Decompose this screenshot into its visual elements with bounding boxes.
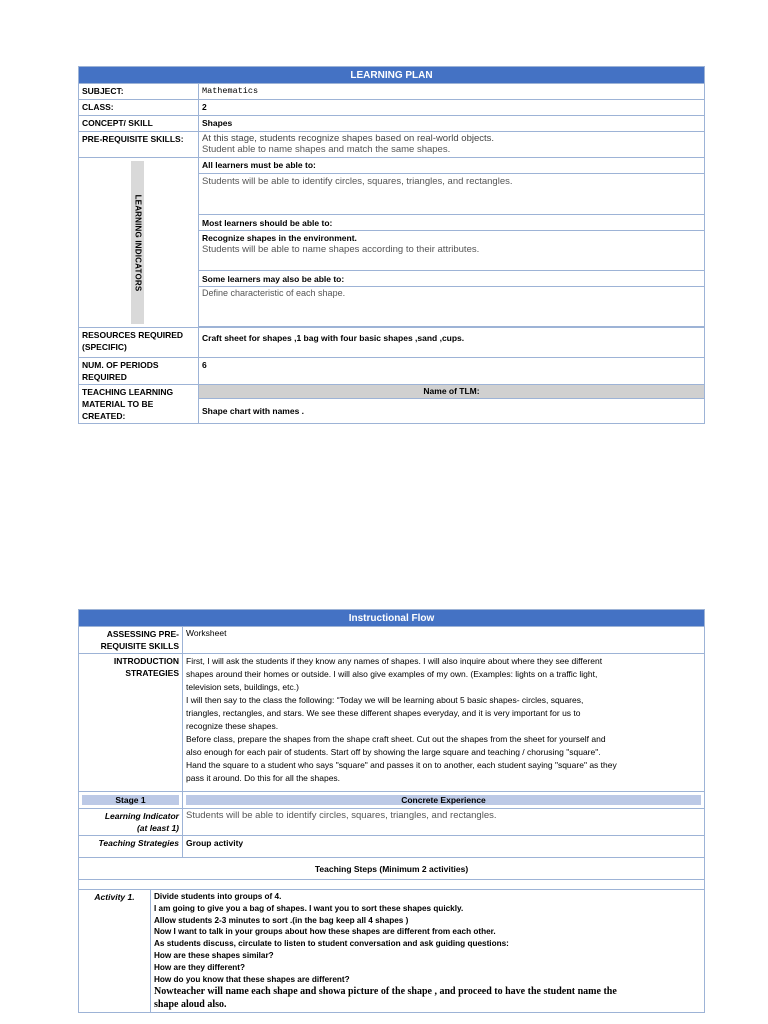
stage-label-cell <box>79 792 183 809</box>
intro-line: Before class, prepare the shapes from the shape craft sheet. Cut out the shapes from the sheet for yourself and <box>186 734 606 744</box>
intro-line: television sets, buildings, etc.) <box>186 682 299 692</box>
activity-line: How do you know that these shapes are different? <box>154 974 350 984</box>
class-value: 2 <box>199 100 705 116</box>
tlm-label <box>79 385 199 424</box>
intro-label-1: INTRODUCTION <box>113 656 179 666</box>
activity-line: As students discuss, circulate to listen to student conversation and ask guiding questions: <box>154 939 509 949</box>
tlm-value: Shape chart with names . <box>199 398 705 423</box>
learning-plan-table <box>78 66 705 424</box>
intro-line: also enough for each pair of students. Start off by showing the large square and teaching / chorusing "square". <box>186 747 601 757</box>
learning-indicator-value: Students will be able to identify circles, squares, triangles, and rectangles. <box>183 809 705 836</box>
assess-label <box>79 627 183 654</box>
intro-line: triangles, rectangles, and stars. We see these different shapes everyday, and it is very important for us to <box>186 708 581 718</box>
concept-value: Shapes <box>199 116 705 132</box>
most-learners-text: Students will be able to name shapes according to their attributes. <box>202 244 480 255</box>
all-learners-label: All learners must be able to: <box>199 158 705 174</box>
activity-label: Activity 1. <box>79 890 151 1013</box>
prereq-label: PRE-REQUISITE SKILLS: <box>79 132 199 158</box>
instructional-flow-header: Instructional Flow <box>79 610 705 627</box>
intro-line: recognize these shapes. <box>186 721 279 731</box>
learning-indicator-label-1: Learning Indicator <box>104 811 179 821</box>
intro-line: Hand the square to a student who says "square" and passes it on to another, each student saying "square" as they <box>186 760 617 770</box>
assess-value: Worksheet <box>183 627 705 654</box>
periods-label-2: REQUIRED <box>82 372 127 382</box>
resources-value: Craft sheet for shapes ,1 bag with four basic shapes ,sand ,cups. <box>199 328 705 358</box>
activity-line: Allow students 2-3 minutes to sort .(in the bag keep all 4 shapes ) <box>154 915 409 925</box>
resources-label <box>79 328 199 358</box>
assess-label-1: ASSESSING PRE- <box>106 629 179 639</box>
some-learners-label: Some learners may also be able to: <box>199 271 705 287</box>
intro-label-2: STRATEGIES <box>125 668 179 678</box>
activity-line: Divide students into groups of 4. <box>154 892 282 901</box>
activity-line: Now I want to talk in your groups about how these shapes are different from each other. <box>154 927 496 937</box>
periods-label <box>79 358 199 385</box>
stage-title-cell <box>183 792 705 809</box>
intro-line: shapes around their homes or outside. I will also give examples of my own. (Examples: lights on a traffic light, <box>186 669 598 679</box>
teaching-strategies-label: Teaching Strategies <box>79 836 183 858</box>
intro-line: I will then say to the class the following: “Today we will be learning about 5 basic shapes- circles, squares, <box>186 695 584 705</box>
intro-label <box>79 654 183 792</box>
subject-label: SUBJECT: <box>79 84 199 100</box>
learning-indicator-label-2: (at least 1) <box>136 823 179 833</box>
activity-emphasis-line: Nowteacher will name each shape and showa picture of the shape , and proceed to have the student name the <box>154 986 617 998</box>
spacer-row <box>79 880 705 890</box>
assess-label-2: REQUISITE SKILLS <box>100 641 179 651</box>
teaching-steps-title: Teaching Steps (Minimum 2 activities) <box>79 858 705 880</box>
activity-line: I am going to give you a bag of shapes. I want you to sort these shapes quickly. <box>154 903 464 913</box>
tlm-label-2: MATERIAL TO BE <box>82 399 154 409</box>
periods-value: 6 <box>199 358 705 385</box>
resources-label-1: RESOURCES REQUIRED <box>82 330 184 340</box>
prereq-line-2: Student able to name shapes and match the same shapes. <box>202 144 451 155</box>
learning-indicator-label <box>79 809 183 836</box>
tlm-label-1: TEACHING LEARNING <box>82 387 174 397</box>
intro-line: First, I will ask the students if they know any names of shapes. I will also inquire about where they see different <box>186 656 603 666</box>
prereq-value <box>199 132 705 158</box>
prereq-line-1: At this stage, students recognize shapes based on real-world objects. <box>202 133 495 144</box>
most-learners-value <box>199 231 705 271</box>
most-learners-label: Most learners should be able to: <box>199 215 705 231</box>
resources-label-2: (SPECIFIC) <box>82 342 127 352</box>
activity-line: How are these shapes similar? <box>154 950 274 960</box>
instructional-flow-table <box>78 609 705 1013</box>
activity-steps <box>151 890 705 1013</box>
all-learners-value: Students will be able to identify circles, squares, triangles, and rectangles. <box>199 174 705 215</box>
learning-indicators-bar <box>131 161 144 324</box>
concept-label: CONCEPT/ SKILL <box>79 116 199 132</box>
activity-line: How are they different? <box>154 962 245 972</box>
activity-emphasis-line: shape aloud also. <box>154 999 227 1011</box>
intro-strategies <box>183 654 705 792</box>
learning-plan-header: LEARNING PLAN <box>79 67 705 84</box>
most-learners-bold: Recognize shapes in the environment. <box>202 233 357 243</box>
some-learners-value: Define characteristic of each shape. <box>199 287 705 327</box>
periods-label-1: NUM. OF PERIODS <box>82 360 159 370</box>
teaching-strategies-value: Group activity <box>183 836 705 858</box>
class-label: CLASS: <box>79 100 199 116</box>
tlm-label-3: CREATED: <box>82 411 126 421</box>
stage-label: Stage 1 <box>82 795 179 805</box>
subject-value: Mathematics <box>199 84 705 100</box>
tlm-name-header: Name of TLM: <box>199 385 705 399</box>
learning-indicators-label: LEARNING INDICATORS <box>133 194 142 291</box>
learning-indicators-cell <box>79 158 199 328</box>
intro-line: pass it around. Do this for all the shapes. <box>186 773 341 783</box>
stage-title: Concrete Experience <box>186 795 701 805</box>
